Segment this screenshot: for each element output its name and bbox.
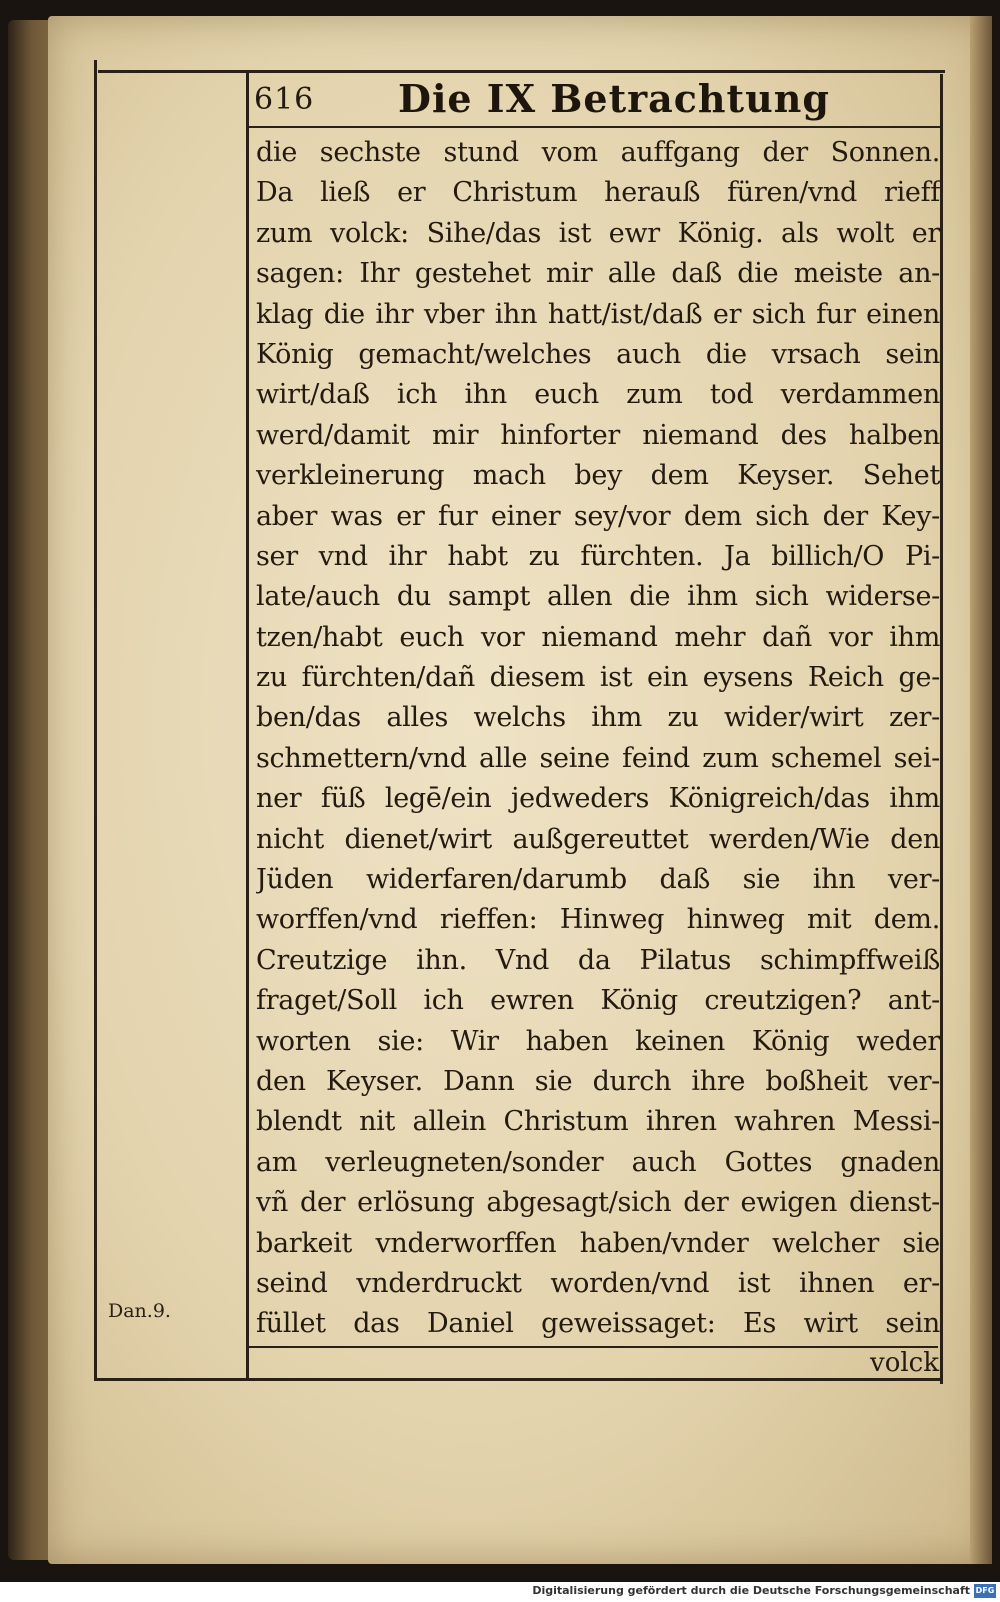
text-line: füllet das Daniel geweissaget: Es wirt sein [256,1308,940,1340]
catchword: volck [870,1348,939,1378]
footer-bar [0,1582,1000,1602]
text-line: am verleugneten/sonder auch Gottes gnaden [256,1146,940,1178]
text-line: vñ der erlösung abgesagt/sich der ewigen dienst- [256,1187,940,1219]
text-line: klag die ihr vber ihn hatt/ist/daß er sich fur einen [256,298,940,330]
frame-top-rule [98,70,945,73]
text-bottom-rule [248,1346,938,1348]
frame-right-rule [940,74,943,1384]
page-right-edge [970,16,992,1564]
text-line: wirt/daß ich ihn euch zum tod verdammen [256,379,940,411]
text-line: tzen/habt euch vor niemand mehr dañ vor ihm [256,621,940,653]
text-line: zum volck: Sihe/das ist ewr König. als wolt er [256,217,940,249]
text-line: nicht dienet/wirt außgereuttet werden/Wie den [256,823,940,855]
text-line: sagen: Ihr gestehet mir alle daß die meiste an- [256,258,940,290]
header-rule [248,126,942,128]
frame-left-rule [94,60,97,1380]
body-text [256,133,940,1345]
marginal-note: Dan.9. [108,1300,171,1322]
text-line: ner füß legē/ein jedweders Königreich/das ihm [256,783,940,815]
margin-column-rule [246,70,249,1380]
text-line: blendt nit allein Christum ihren wahren Messi- [256,1106,940,1138]
text-line: late/auch du sampt allen die ihm sich widerse- [256,581,940,613]
text-line: fraget/Soll ich ewren König creutzigen? ant- [256,985,940,1017]
text-line: zu fürchten/dañ diesem ist ein eysens Reich ge- [256,662,940,694]
text-line: ser vnd ihr habt zu fürchten. Ja billich/O Pi- [256,540,940,572]
dfg-logo: DFG [974,1584,996,1598]
running-head: Die IX Betrachtung [398,76,830,121]
text-line: worten sie: Wir haben keinen König weder [256,1025,940,1057]
text-line: König gemacht/welches auch die vrsach sein [256,338,940,370]
text-line: barkeit vnderworffen haben/vnder welcher sie [256,1227,940,1259]
text-line: worffen/vnd rieffen: Hinweg hinweg mit dem. [256,904,940,936]
text-line: Jüden widerfaren/darumb daß sie ihn ver- [256,864,940,896]
text-line: seind vnderdruckt worden/vnd ist ihnen er- [256,1267,940,1299]
frame-bottom-rule [94,1378,942,1381]
text-line: ben/das alles welchs ihm zu wider/wirt zer- [256,702,940,734]
text-line: schmettern/vnd alle seine feind zum schemel sei- [256,742,940,774]
text-line: Da ließ er Christum herauß füren/vnd rieff [256,177,940,209]
text-line: aber was er fur einer sey/vor dem sich der Key- [256,500,940,532]
text-line: werd/damit mir hinforter niemand des halben [256,419,940,451]
page-number: 616 [254,82,315,117]
text-line: den Keyser. Dann sie durch ihre boßheit ver- [256,1065,940,1097]
text-line: verkleinerung mach bey dem Keyser. Sehet [256,460,940,492]
text-line: die sechste stund vom auffgang der Sonnen. [256,137,940,168]
text-line: Creutzige ihn. Vnd da Pilatus schimpffweiß [256,944,940,976]
footer-credit: Digitalisierung gefördert durch die Deutsche Forschungsgemeinschaft [532,1584,970,1597]
